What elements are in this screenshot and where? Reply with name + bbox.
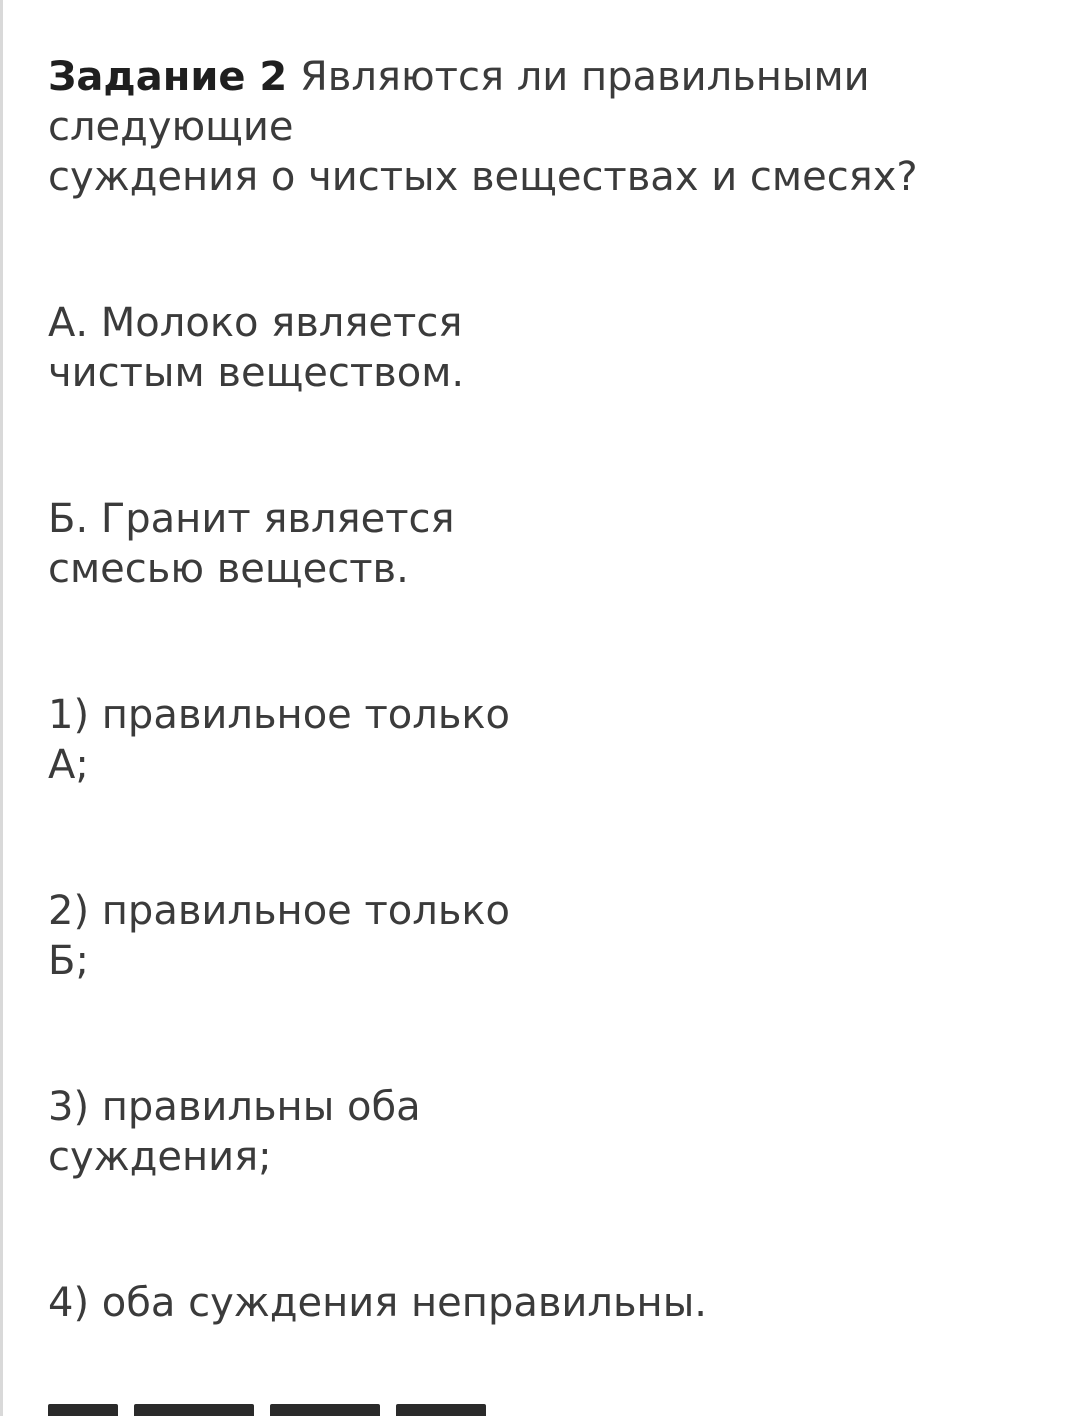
question-line-1 [48,52,1048,102]
answer-option-3 [48,1082,1048,1182]
statement-b-line-1: Б. Гранит является [48,496,455,542]
option-1-line-1: 1) правильное только [48,692,511,738]
statement-b [48,494,1048,594]
question-text-start: Являются ли правильными [287,54,870,100]
answer-option-4 [48,1278,1048,1328]
answer-option-1 [48,690,1048,790]
option-2-line-1: 2) правильное только [48,888,511,934]
option-3-line-2: суждения; [48,1134,272,1180]
task-label: Задание 2 [48,54,288,100]
task-document [48,52,1048,1328]
statement-b-line-2: смесью веществ. [48,546,409,592]
option-3-line-1: 3) правильны оба [48,1084,421,1130]
option-1-line-2: А; [48,742,89,788]
question-line-2: следующие [48,104,294,150]
statement-a [48,298,1048,398]
statement-a-line-1: А. Молоко является [48,300,463,346]
answer-option-2 [48,886,1048,986]
question-line-3: суждения о чистых веществах и смесях? [48,154,918,200]
statement-a-line-2: чистым веществом. [48,350,465,396]
next-heading-cutoff [48,1394,488,1416]
left-edge-divider [0,0,3,1416]
option-4-line-1: 4) оба суждения неправильны. [48,1280,708,1326]
question-block [48,52,1048,202]
option-2-line-2: Б; [48,938,89,984]
